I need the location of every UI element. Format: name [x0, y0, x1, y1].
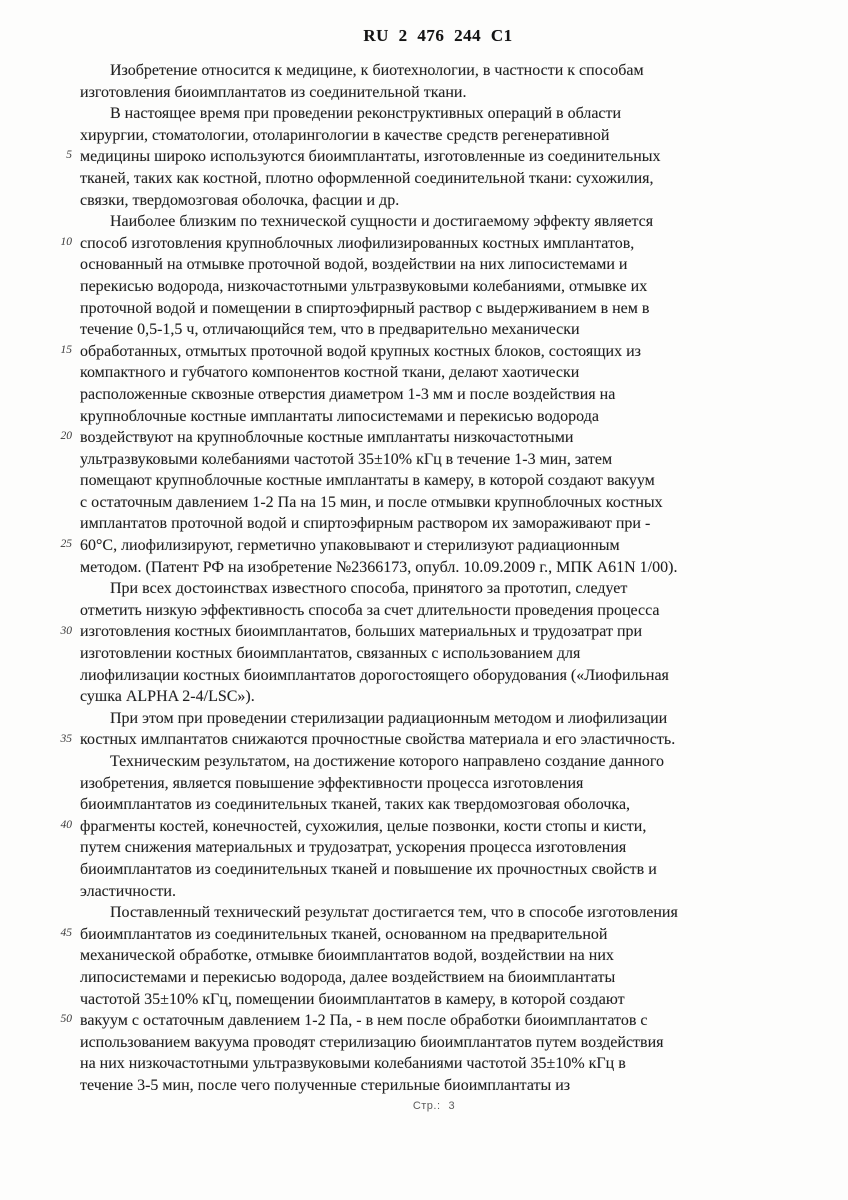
- text-line: отметить низкую эффективность способа за счет длительности проведения процесса: [80, 601, 660, 619]
- text-line: биоимплантатов из соединительных тканей и повышение их прочностных свойств и: [80, 860, 657, 878]
- text-line: эластичности.: [80, 882, 176, 900]
- line-number: 45: [60, 927, 72, 939]
- text-line: крупноблочные костные имплантаты липосистемами и перекисью водорода: [80, 407, 599, 425]
- text-line: расположенные сквозные отверстия диаметром 1-3 мм и после воздействия на: [80, 385, 616, 403]
- text-line: ультразвуковыми колебаниями частотой 35±10% кГц в течение 1-3 мин, затем: [80, 450, 613, 468]
- text-line: изготовления костных биоимплантатов, больших материальных и трудозатрат при: [80, 623, 643, 641]
- text-line: фрагменты костей, конечностей, сухожилия, целые позвонки, кости стопы и кисти,: [80, 817, 647, 835]
- text-line: частотой 35±10% кГц, помещении биоимплантатов в камеру, в которой создают: [80, 990, 625, 1008]
- text-line: изготовления биоимплантатов из соединительной ткани.: [80, 83, 467, 101]
- footer-page-number: 3: [448, 1100, 456, 1112]
- text-line: Техническим результатом, на достижение которого направлено создание данного: [110, 753, 664, 770]
- line-number: 30: [60, 624, 72, 637]
- text-line: тканей, таких как костной, плотно оформленной соединительной ткани: сухожилия,: [80, 169, 654, 187]
- line-number: 10: [60, 235, 72, 248]
- text-line: В настоящее время при проведении реконструктивных операций в области: [110, 105, 622, 123]
- text-line: воздействуют на крупноблочные костные имплантаты низкочастотными: [80, 429, 574, 447]
- text-line: методом. (Патент РФ на изобретение №2366173, опубл. 10.09.2009 г., МПК A61N 1/00).: [80, 558, 678, 576]
- page-content: [60, 60, 780, 1097]
- text-line: Изобретение относится к медицине, к биотехнологии, в частности к способам: [110, 62, 644, 79]
- text-line: перекисью водорода, низкочастотными ультразвуковыми колебаниями, отмывке их: [80, 277, 648, 295]
- line-number: 35: [60, 732, 72, 745]
- document-publication-number: RU 2 476 244 C1: [363, 26, 513, 45]
- footer-page-label: Стр.:: [412, 1100, 441, 1112]
- text-line: хирургии, стоматологии, отоларингологии в качестве средств регенеративной: [80, 126, 610, 144]
- text-line: течение 3-5 мин, после чего полученные стерильные биоимплантаты из: [80, 1076, 571, 1094]
- text-line: сушка ALPHA 2-4/LSC»).: [80, 688, 255, 706]
- text-line: лиофилизации костных биоимплантатов дорогостоящего оборудования («Лиофильная: [80, 666, 669, 684]
- text-line: использованием вакуума проводят стерилизацию биоимплантатов путем воздействия: [80, 1033, 664, 1051]
- line-number: 40: [60, 819, 72, 831]
- text-line: изготовлении костных биоимплантатов, связанных с использованием для: [80, 645, 581, 663]
- text-line: с остаточным давлением 1-2 Па на 15 мин, и после отмывки крупноблочных костных: [80, 493, 663, 511]
- text-line: способ изготовления крупноблочных лиофилизированных костных имплантатов,: [80, 234, 635, 252]
- text-line: Наиболее близким по технической сущности и достигаемому эффекту является: [110, 213, 654, 231]
- text-line: изобретения, является повышение эффективности процесса изготовления: [80, 774, 584, 792]
- text-line: проточной водой и помещении в спиртоэфирный раствор с выдерживанием в нем в: [80, 299, 650, 317]
- text-line: вакуум с остаточным давлением 1-2 Па, - в нем после обработки биоимплантатов с: [80, 1012, 648, 1030]
- page-footer: [10, 1100, 848, 1112]
- text-line: основанный на отмывке проточной водой, воздействии на них липосистемами и: [80, 256, 628, 274]
- text-line: путем снижения материальных и трудозатрат, ускорения процесса изготовления: [80, 839, 627, 857]
- text-line: компактного и губчатого компонентов костной ткани, делают хаотически: [80, 364, 580, 382]
- line-number-margin: [54, 60, 72, 1097]
- text-line: обработанных, отмытых проточной водой крупных костных блоков, состоящих из: [80, 342, 641, 360]
- text-line: механической обработке, отмывке биоимплантатов водой, воздействии на них: [80, 947, 614, 965]
- line-number: 50: [60, 1013, 72, 1026]
- text-line: костных имлпантатов снижаются прочностные свойства материала и его эластичность.: [80, 731, 676, 749]
- text-line: При всех достоинствах известного способа, принятого за прототип, следует: [110, 580, 628, 598]
- text-line: медицины широко используются биоимплантаты, изготовленные из соединительных: [80, 148, 661, 166]
- line-number: 25: [60, 538, 72, 551]
- line-number: 15: [60, 343, 72, 356]
- line-number: 5: [66, 149, 72, 162]
- text-line: помещают крупноблочные костные имплантаты в камеру, в которой создают вакуум: [80, 472, 655, 490]
- text-line: липосистемами и перекисью водорода, далее воздействием на биоимплантаты: [80, 968, 616, 986]
- text-line: на них низкочастотными ультразвуковыми колебаниями частотой 35±10% кГц в: [80, 1055, 626, 1073]
- text-line: биоимплантатов из соединительных тканей, таких как твердомозговая оболочка,: [80, 796, 631, 814]
- line-number: 20: [60, 430, 72, 443]
- text-line: Поставленный технический результат достигается тем, что в способе изготовления: [110, 904, 678, 922]
- text-line: течение 0,5-1,5 ч, отличающийся тем, что в предварительно механически: [80, 321, 580, 339]
- text-line: При этом при проведении стерилизации радиационным методом и лиофилизации: [110, 709, 668, 727]
- text-line: биоимплантатов из соединительных тканей, основанном на предварительной: [80, 925, 608, 943]
- text-line: 60°С, лиофилизируют, герметично упаковывают и стерилизуют радиационным: [80, 537, 620, 555]
- text-line: связки, твердомозговая оболочка, фасции и др.: [80, 191, 400, 209]
- text-line: имплантатов проточной водой и спиртоэфирным раствором их замораживают при -: [80, 515, 651, 533]
- document-text: [80, 60, 780, 1097]
